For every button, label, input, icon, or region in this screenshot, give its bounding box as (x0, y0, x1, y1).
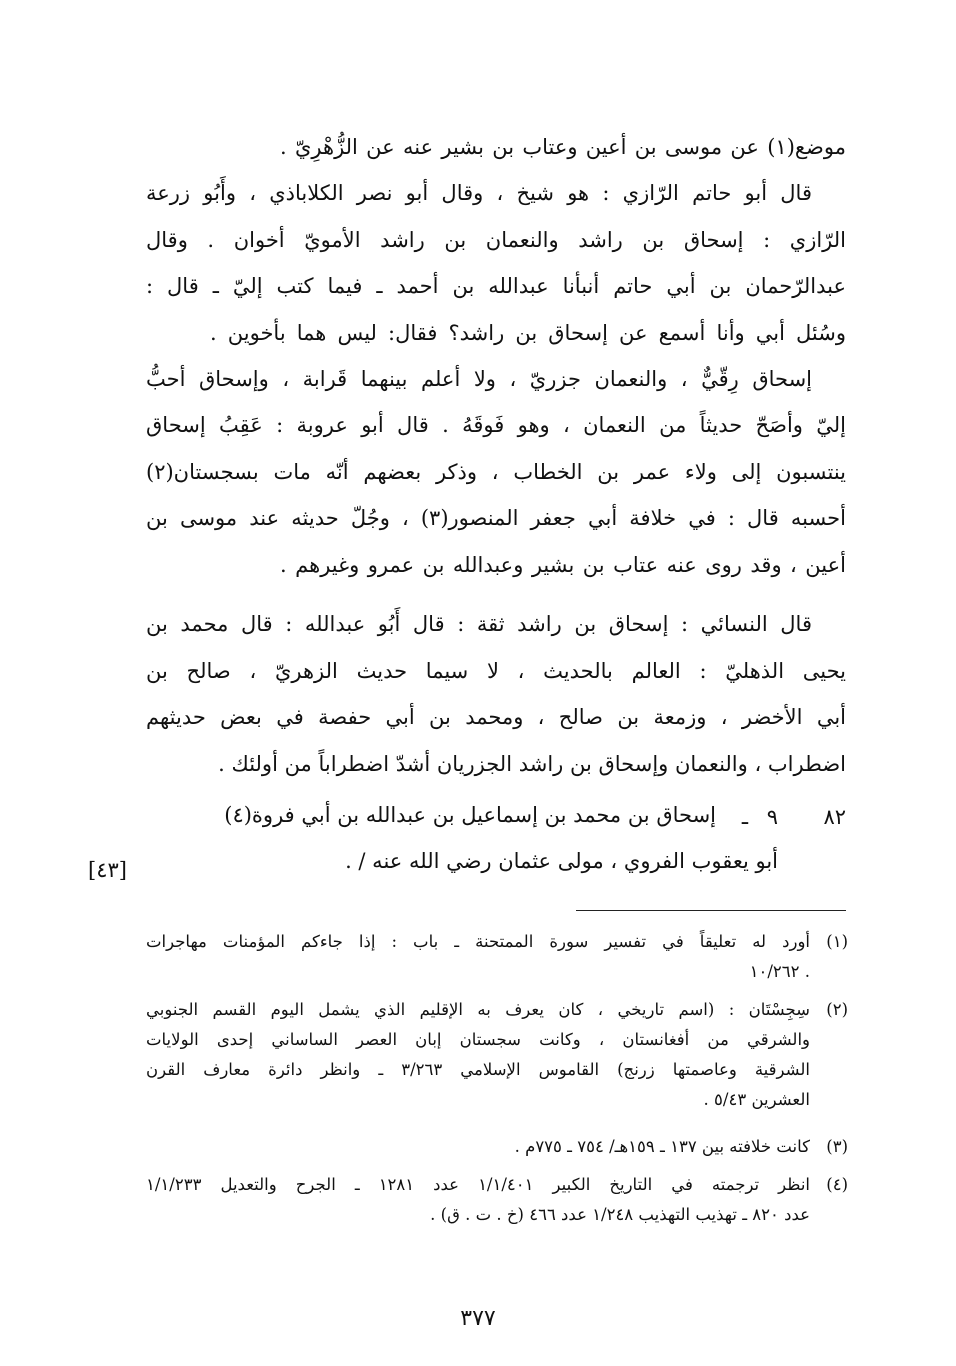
body-line-11: قال النسائي : إسحاق بن راشد ثقة : قال أَبُو عبدالله : قال محمد بن (146, 612, 812, 636)
footnote-3-marker: (٣) (826, 1137, 848, 1156)
footnote-1-line-2: ١٠/٢٦٢ . (749, 962, 810, 981)
footnote-1-marker: (١) (826, 932, 848, 951)
body-line-10: أعين ، وقد روى عنه عتاب بن بشير وعبدالله بن عمرو وغيرهم . (280, 553, 846, 577)
entry-dash: ـ (741, 805, 748, 829)
body-line-6: إسحاق رِقّيٌّ ، والنعمان جزريّ ، ولا أعلم بينهما قَرابة ، وإسحاق أحبُّ (146, 367, 812, 391)
entry-sub-number: ٩ (766, 805, 778, 829)
footnote-2-line-3: الشرقية وعاصمتها زرنج) القاموس الإسلامي ٣/٢٦٣ ـ وانظر دائرة معارف القرن (146, 1060, 810, 1079)
body-line-7: إليّ وأصَحّ حديثاً من النعمان ، وهو فَوقَهُ . قال أبو عروبة : عَقِبُ إسحاق (146, 413, 846, 437)
footnote-4-marker: (٤) (826, 1175, 848, 1194)
body-line-1: موضع(١) عن موسى بن أعين وعتاب بن بشير عنه عن الزُّهْرِيّ . (280, 135, 846, 159)
entry-number: ٨٢ (823, 805, 846, 829)
body-line-12: يحيى الذهليّ : العالم بالحديث ، لا سيما حديث الزهريّ ، صالح بن (146, 659, 846, 683)
footnote-2-line-2: والشرقي من أفغانستان ، وكانت سجستان إبان العصر الساساني إحدى الولايات (146, 1030, 810, 1049)
footnote-4-line-1: انظر ترجمته في التاريخ الكبير ١/١/٤٠١ عدد ١٢٨١ ـ الجرح والتعديل ١/١/٢٣٣ (146, 1175, 810, 1194)
page-number: ٣٧٧ (460, 1306, 496, 1331)
body-line-4: عبدالرّحمان بن أبي حاتم أنبأنا عبدالله بن أحمد ـ فيما كتب إليّ ـ قال : (146, 274, 846, 298)
footnote-separator (576, 910, 846, 911)
body-line-8: ينتسبون إلى ولاء عمر بن الخطاب ، وذكر بعضهم أنّه مات بسجستان(٢) (146, 460, 846, 484)
body-line-5: وسُئل أبي وأنا أسمع عن إسحاق بن راشد؟ فقال: ليس هما بأخوين . (210, 321, 846, 345)
footnote-2-line-4: العشرين ٥/٤٣ . (703, 1090, 810, 1109)
margin-page-reference: [٤٣] (88, 858, 127, 882)
entry-title: إسحاق بن محمد بن إسماعيل بن عبدالله بن أبي فروة(٤) (224, 803, 716, 827)
footnote-3-line-1: كانت خلافته بين ١٣٧ ـ ١٥٩هـ/ ٧٥٤ ـ ٧٧٥م . (514, 1137, 810, 1156)
body-line-9: أحسبه قال : في خلافة أبي جعفر المنصور(٣) ، وجُلّ حديثه عند موسى بن (146, 506, 846, 530)
footnote-1-line-1: أورد له تعليقاً في تفسير سورة الممتحنة ـ باب : إذا جاءكم المؤمنات مهاجرات (146, 932, 810, 951)
body-line-3: الرّازي : إسحاق بن راشد والنعمان بن راشد الأمويّ أخوان . وقال (146, 228, 846, 252)
body-line-13: أبي الأخضر ، وزمعة بن صالح ، ومحمد بن أبي حفصة في بعض حديثهم (146, 705, 846, 729)
body-line-2: قال أبو حاتم الرّازي : هو شيخ ، وقال أبو نصر الكلاباذي ، وأَبُو زرعة (146, 181, 812, 205)
footnote-2-marker: (٢) (826, 1000, 848, 1019)
entry-subtitle: أبو يعقوب الفروي ، مولى عثمان رضي الله عنه / . (345, 849, 778, 873)
body-line-14: اضطراب ، والنعمان وإسحاق بن راشد الجزريان أشدّ اضطراباً من أولئك . (218, 752, 846, 776)
footnote-4-line-2: عدد ٨٢٠ ـ تهذيب التهذيب ١/٢٤٨ عدد ٤٦٦ (خ . ت . ق) . (430, 1205, 810, 1224)
footnote-2-line-1: سِجِسْتَان : (اسم تاريخي ، كان يعرف به الإقليم الذي يشمل اليوم القسم الجنوبي (146, 1000, 810, 1019)
